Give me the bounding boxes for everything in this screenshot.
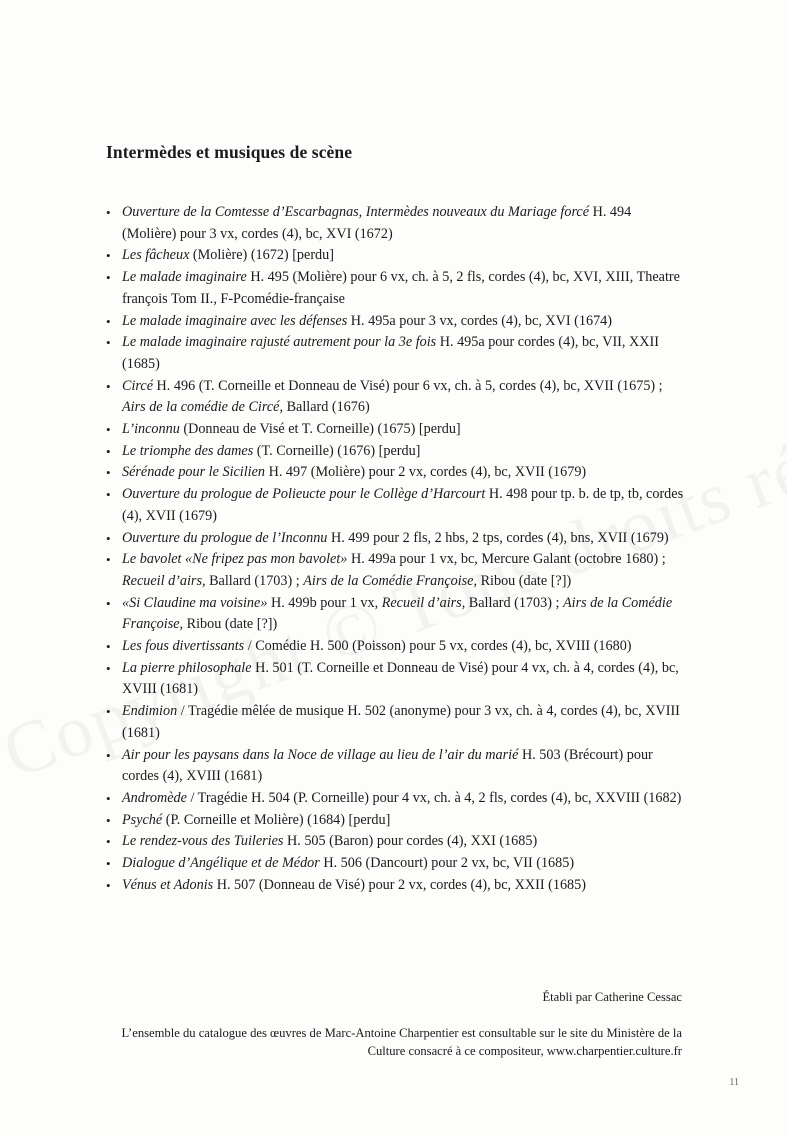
work-title: L’inconnu — [122, 421, 180, 438]
work-details: H. 495a pour cordes (4), bc, VII, XXII (1685) — [122, 334, 659, 372]
work-details: H. 497 (Molière) pour 2 vx, cordes (4), bc, XVII (1679) — [265, 464, 587, 481]
work-details: H. 499 pour 2 fls, 2 hbs, 2 tps, cordes (4), bns, XVII (1679) — [327, 529, 669, 546]
work-entry — [104, 528, 684, 550]
work-title: Ouverture du prologue de Polieucte pour le Collège d’Harcourt — [122, 486, 486, 503]
work-title: Airs de la Comédie Françoise, — [303, 572, 478, 589]
work-details: Ribou (date [?]) — [477, 572, 572, 589]
work-details: H. 494 (Molière) pour 3 vx, cordes (4), bc, XVI (1672) — [122, 204, 632, 242]
work-entry — [104, 419, 684, 441]
work-details: (Donneau de Visé et T. Corneille) (1675) [perdu] — [179, 421, 461, 438]
work-title: Airs de la Comédie Françoise, — [122, 594, 673, 633]
work-entry — [104, 245, 684, 267]
work-entry — [104, 810, 684, 832]
work-title: Sérénade pour le Sicilien — [122, 464, 266, 481]
work-details: H. 499b pour 1 vx, — [267, 594, 382, 611]
work-title: Air pour les paysans dans la Noce de village au lieu de l’air du marié — [122, 746, 519, 763]
work-title: Le malade imaginaire avec les défenses — [122, 312, 348, 329]
works-list — [104, 202, 684, 897]
work-entry — [104, 636, 684, 658]
work-entry — [104, 202, 684, 245]
section-heading: Intermèdes et musiques de scène — [106, 142, 353, 162]
work-title: La pierre philosophale — [122, 659, 252, 676]
work-details: H. 506 (Dancourt) pour 2 vx, bc, VII (1685) — [319, 855, 575, 872]
work-details: Ballard (1676) — [283, 399, 370, 416]
work-details: / Tragédie mêlée de musique H. 502 (anonyme) pour 3 vx, ch. à 4, cordes (4), bc, XVIII (1681) — [122, 703, 680, 741]
work-title: Airs de la comédie de Circé, — [122, 399, 284, 416]
work-title: Les fous divertissants — [122, 638, 245, 655]
work-details: (Molière) (1672) [perdu] — [189, 247, 334, 264]
work-title: Les fâcheux — [122, 247, 190, 264]
work-title: Andromède — [122, 789, 187, 806]
work-title: Recueil d’airs, — [122, 572, 206, 589]
work-entry — [104, 658, 684, 701]
work-entry — [104, 745, 684, 788]
work-details: H. 507 (Donneau de Visé) pour 2 vx, cordes (4), bc, XXII (1685) — [213, 876, 586, 893]
work-title: Dialogue d’Angélique et de Médor — [122, 855, 320, 872]
work-title: Ouverture de la Comtesse d’Escarbagnas, Intermèdes nouveaux du Mariage forcé — [122, 204, 590, 220]
catalogue-note: L’ensemble du catalogue des œuvres de Marc-Antoine Charpentier est consultable sur le site du Ministère de la Culture consacré à ce compositeur, www.charpentier.culture.fr — [121, 1026, 682, 1058]
work-title: Psyché — [122, 811, 163, 828]
work-entry — [104, 441, 684, 463]
work-title: Le malade imaginaire — [122, 269, 247, 286]
work-entry — [104, 267, 684, 310]
work-details: H. 498 pour tp. b. de tp, tb, cordes (4), XVII (1679) — [122, 486, 684, 524]
work-title: Le rendez-vous des Tuileries — [122, 833, 284, 850]
work-entry — [104, 593, 684, 636]
work-details: Ballard (1703) ; — [205, 572, 304, 589]
work-title: Ouverture du prologue de l’Inconnu — [122, 529, 328, 546]
work-title: Vénus et Adonis — [122, 876, 214, 893]
work-entry — [104, 701, 684, 744]
work-title: Le triomphe des dames — [122, 442, 254, 459]
work-entry — [104, 853, 684, 875]
work-details: / Comédie H. 500 (Poisson) pour 5 vx, cordes (4), bc, XVIII (1680) — [244, 638, 632, 655]
work-title: Le bavolet «Ne fripez pas mon bavolet» — [122, 551, 348, 568]
work-entry — [104, 376, 684, 419]
work-details: (P. Corneille et Molière) (1684) [perdu] — [162, 811, 391, 828]
work-details: H. 495 (Molière) pour 6 vx, ch. à 5, 2 fls, cordes (4), bc, XVI, XIII, Theatre françois Tom II., F-Pcomédie-française — [122, 269, 680, 307]
work-details: Ribou (date [?]) — [183, 616, 278, 633]
work-title: Recueil d’airs, — [381, 594, 466, 611]
work-entry — [104, 831, 684, 853]
work-entry — [104, 875, 684, 897]
work-title: «Si Claudine ma voisine» — [122, 594, 268, 611]
work-entry — [104, 462, 684, 484]
work-details: Ballard (1703) ; — [465, 594, 563, 611]
work-entry — [104, 788, 684, 810]
author-credit: Établi par Catherine Cessac — [542, 990, 682, 1004]
work-entry — [104, 549, 684, 592]
work-entry — [104, 484, 684, 527]
work-details: H. 499a pour 1 vx, bc, Mercure Galant (octobre 1680) ; — [347, 551, 666, 568]
work-entry — [104, 311, 684, 333]
work-title: Endimion — [122, 703, 178, 720]
work-details: H. 495a pour 3 vx, cordes (4), bc, XVI (1674) — [347, 312, 613, 329]
work-title: Circé — [122, 377, 153, 394]
work-details: (T. Corneille) (1676) [perdu] — [253, 442, 421, 459]
page-number: 11 — [729, 1077, 739, 1088]
work-details: H. 501 (T. Corneille et Donneau de Visé) pour 4 vx, ch. à 4, cordes (4), bc, XVIII (1681) — [122, 659, 679, 698]
work-details: H. 503 (Brécourt) pour cordes (4), XVIII (1681) — [122, 746, 653, 785]
work-details: H. 496 (T. Corneille et Donneau de Visé) pour 6 vx, ch. à 5, cordes (4), bc, XVII (1675) ; — [153, 377, 663, 394]
work-details: H. 505 (Baron) pour cordes (4), XXI (1685) — [283, 833, 538, 850]
work-title: Le malade imaginaire rajusté autrement pour la 3e fois — [122, 334, 437, 351]
work-details: / Tragédie H. 504 (P. Corneille) pour 4 vx, ch. à 4, 2 fls, cordes (4), bc, XXVIII (1682) — [186, 789, 682, 806]
work-entry — [104, 332, 684, 375]
